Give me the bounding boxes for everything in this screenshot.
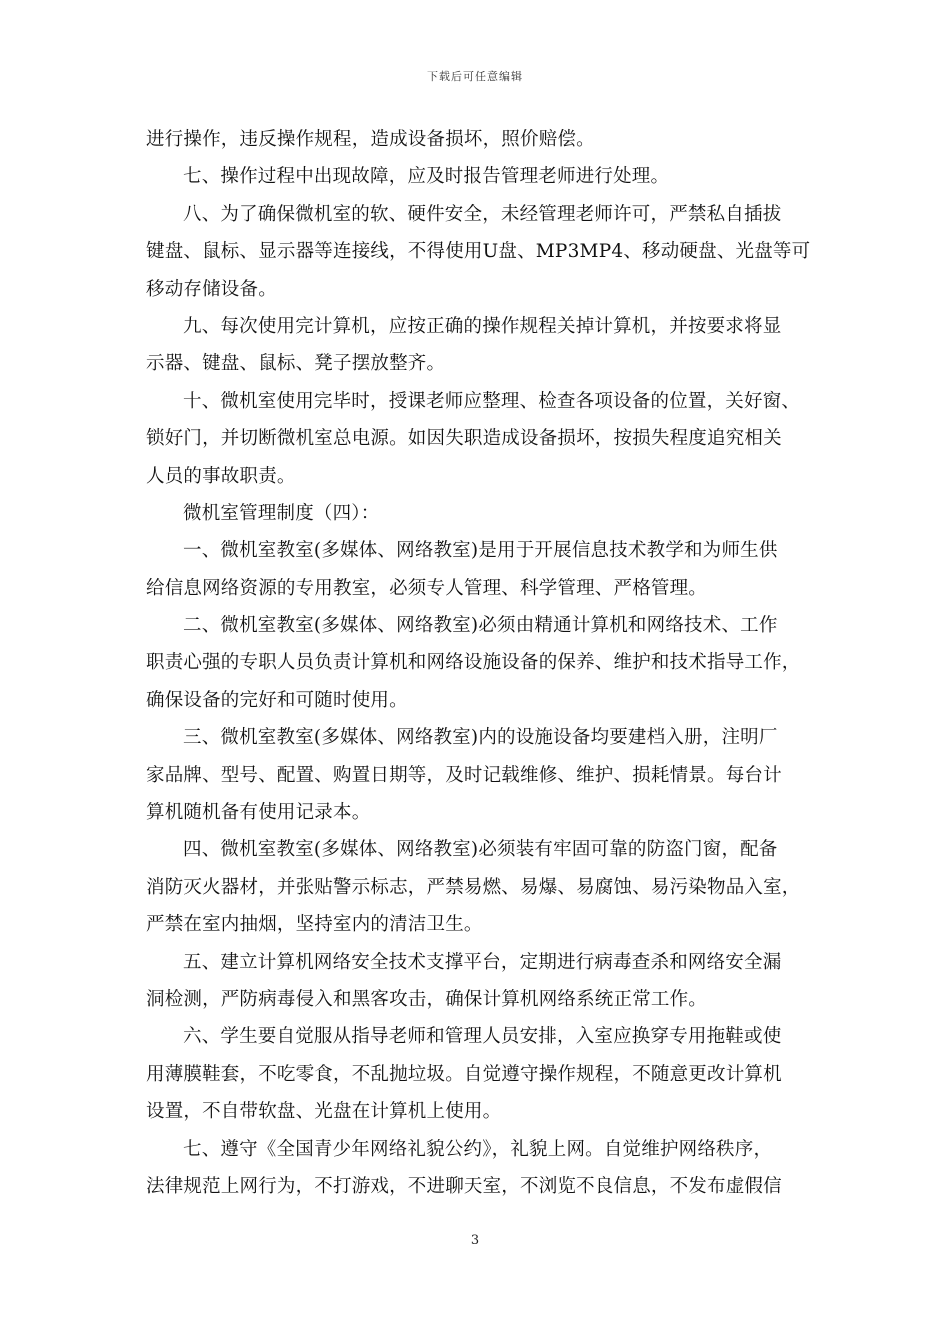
text-line: 十、微机室使用完毕时，授课老师应整理、检查各项设备的位置，关好窗、 (183, 390, 801, 412)
text-line: 家品牌、型号、配置、购置日期等，及时记载维修、维护、损耗情景。每台计 (146, 764, 782, 786)
text-line: 用薄膜鞋套，不吃零食，不乱抛垃圾。自觉遵守操作规程，不随意更改计算机 (146, 1063, 782, 1085)
text-line: 七、遵守《全国青少年网络礼貌公约》，礼貌上网。自觉维护网络秩序， (183, 1138, 773, 1160)
text-line: 键盘、鼠标、显示器等连接线，不得使用U盘、MP3MP4、移动硬盘、光盘等可 (146, 241, 811, 263)
text-line: 设置，不自带软盘、光盘在计算机上使用。 (146, 1101, 502, 1123)
text-line: 三、微机室教室(多媒体、网络教室)内的设施设备均要建档入册，注明厂 (183, 727, 778, 749)
text-line: 八、为了确保微机室的软、硬件安全，未经管理老师许可，严禁私自插拔 (183, 203, 782, 225)
text-line: 六、学生要自觉服从指导老师和管理人员安排，入室应换穿专用拖鞋或使 (183, 1026, 782, 1048)
text-line: 算机随机备有使用记录本。 (146, 802, 371, 824)
text-line: 一、微机室教室(多媒体、网络教室)是用于开展信息技术教学和为师生供 (183, 540, 778, 562)
text-line: 职责心强的专职人员负责计算机和网络设施设备的保养、维护和技术指导工作， (146, 652, 801, 674)
text-line: 消防灭火器材，并张贴警示标志，严禁易燃、易爆、易腐蚀、易污染物品入室， (146, 876, 801, 898)
text-line: 确保设备的完好和可随时使用。 (146, 689, 408, 711)
text-line: 洞检测，严防病毒侵入和黑客攻击，确保计算机网络系统正常工作。 (146, 988, 708, 1010)
text-line: 法律规范上网行为，不打游戏，不进聊天室，不浏览不良信息，不发布虚假信 (146, 1175, 782, 1197)
text-line: 人员的事故职责。 (146, 465, 296, 487)
text-line: 五、建立计算机网络安全技术支撑平台，定期进行病毒查杀和网络安全漏 (183, 951, 782, 973)
text-line: 微机室管理制度（四）： (183, 502, 380, 524)
page-header: 下载后可任意编辑 (427, 70, 523, 83)
text-line: 示器、键盘、鼠标、凳子摆放整齐。 (146, 353, 446, 375)
text-line: 九、每次使用完计算机，应按正确的操作规程关掉计算机，并按要求将显 (183, 315, 782, 337)
text-line: 锁好门，并切断微机室总电源。如因失职造成设备损坏，按损失程度追究相关 (146, 428, 782, 450)
document-body (146, 121, 811, 1205)
text-line: 给信息网络资源的专用教室，必须专人管理、科学管理、严格管理。 (146, 577, 708, 599)
text-line: 严禁在室内抽烟，坚持室内的清洁卫生。 (146, 914, 483, 936)
text-line: 移动存储设备。 (146, 278, 277, 300)
text-line: 二、微机室教室(多媒体、网络教室)必须由精通计算机和网络技术、工作 (183, 615, 778, 637)
text-line: 进行操作，违反操作规程，造成设备损坏，照价赔偿。 (146, 129, 595, 150)
text-line: 七、操作过程中出现故障，应及时报告管理老师进行处理。 (183, 166, 670, 188)
page-number: 3 (470, 1233, 480, 1248)
text-line: 四、微机室教室(多媒体、网络教室)必须装有牢固可靠的防盗门窗，配备 (183, 839, 778, 861)
